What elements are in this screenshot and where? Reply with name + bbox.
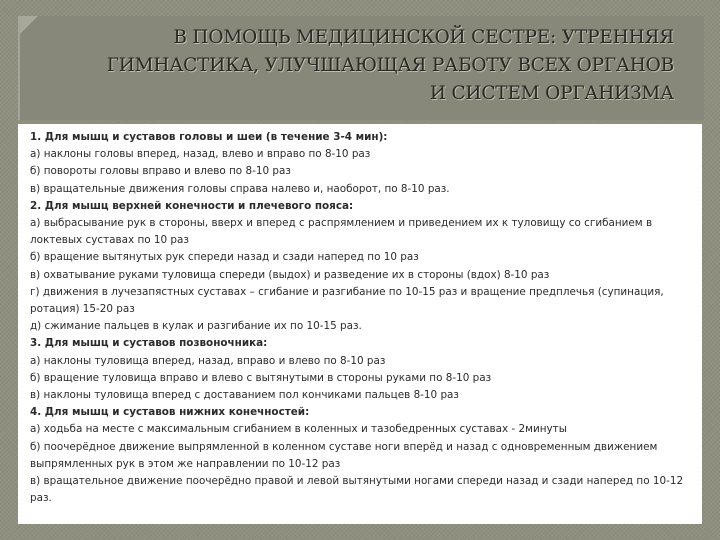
title-line-1: В ПОМОЩЬ МЕДИЦИНСКОЙ СЕСТРЕ: УТРЕННЯЯ [173,27,674,48]
section-heading-lower-limb: 4. Для мышц и суставов нижних конечностей: [30,406,310,419]
list-item: а) наклоны головы вперед, назад, влево и вправо по 8-10 раз [30,148,371,161]
title-line-2: ГИМНАСТИКА, УЛУЧШАЮЩАЯ РАБОТУ ВСЕХ ОРГАНОВ [106,55,674,76]
exercise-list [30,129,692,507]
list-item: а) наклоны туловища вперед, назад, вправо и влево по 8-10 раз [30,354,386,367]
page-title [34,24,674,108]
list-item: б) повороты головы вправо и влево по 8-10 раз [30,165,291,178]
section-heading-head-neck: 1. Для мышц и суставов головы и шеи (в течение 3-4 мин): [30,131,388,143]
list-item: д) сжимание пальцев в кулак и разгибание их по 10-15 раз. [30,320,362,333]
list-item: в) наклоны туловища вперед с доставанием пол кончиками пальцев 8-10 раз [30,389,459,402]
list-item: б) вращение вытянутых рук спереди назад и сзади наперед по 10 раз [30,251,419,264]
list-item: а) ходьба на месте с максимальным сгибанием в коленных и тазобедренных суставах - 2минуты [30,423,567,436]
list-item: в) вращательные движения головы справа налево и, наоборот, по 8-10 раз. [30,182,450,195]
list-item: в) охватывание руками туловища спереди (выдох) и разведение их в стороны (вдох) 8-10 раз [30,268,550,281]
list-item: а) выбрасывание рук в стороны, вверх и вперед с распрямлением и приведением их к туловищу со сгибанием в локтевых суставах по 10 раз [30,217,653,247]
title-line-3: И СИСТЕМ ОРГАНИЗМА [429,83,674,104]
list-item: в) вращательное движение поочерёдно правой и левой вытянутыми ногами спереди назад и сзади наперед по 10-12 раз. [30,475,684,505]
section-heading-upper-limb: 2. Для мышц верхней конечности и плечевого пояса: [30,199,354,212]
list-item: б) поочерёдное движение выпрямленной в коленном суставе ноги вперёд и назад с одновременным движением выпрямленных рук в этом же направлении по 10-12 раз [30,440,658,470]
section-heading-spine: 3. Для мышц и суставов позвоночника: [30,337,268,350]
list-item: г) движения в лучезапястных суставах – сгибание и разгибание по 10-15 раз и вращение предплечья (супинация, ротация) 15-20 раз [30,285,664,316]
list-item: б) вращение туловища вправо и влево с вытянутыми в стороны руками по 8-10 раз [30,371,492,384]
